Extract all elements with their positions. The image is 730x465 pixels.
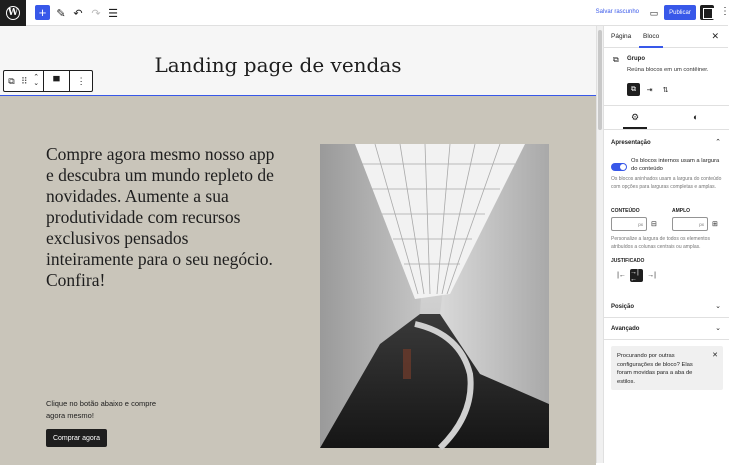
add-block-button[interactable]	[35, 5, 50, 20]
scrollbar-thumb[interactable]	[598, 30, 602, 130]
chevron-down-icon[interactable]: ⌄	[715, 303, 721, 310]
redo-icon: ↷	[91, 7, 101, 20]
row-variation-icon[interactable]: ⇥	[646, 86, 653, 94]
more-vertical-icon[interactable]: ⋮	[720, 6, 730, 17]
page-title[interactable]: Landing page de vendas	[154, 53, 402, 77]
list-view-icon: ☰	[108, 7, 118, 20]
tools-button[interactable]	[55, 5, 67, 21]
desktop-icon: ▭	[649, 7, 659, 18]
content-width-input[interactable]: px	[611, 217, 647, 231]
group-variation-icon[interactable]: ⧉	[627, 83, 640, 96]
advanced-panel[interactable]	[604, 318, 729, 340]
architecture-photo[interactable]	[320, 144, 549, 448]
wide-width-label: AMPLO	[672, 208, 691, 214]
hero-paragraph[interactable]: Compre agora mesmo nosso app e descubra um mundo repleto de novidades. Aumente a sua produtividade com recursos exclusivos pensados inteiramente para o seu negócio. Confira!	[46, 144, 275, 290]
canvas-scrollbar[interactable]	[596, 26, 603, 463]
plus-icon: +	[38, 5, 47, 20]
wide-width-input[interactable]: px	[672, 217, 708, 231]
list-view-button[interactable]	[107, 5, 119, 21]
settings-sidebar-button[interactable]	[700, 5, 714, 20]
redo-button[interactable]	[90, 5, 102, 21]
chevron-up-icon[interactable]: ⌃	[715, 139, 721, 146]
wordpress-logo[interactable]	[0, 0, 26, 26]
editor-canvas	[0, 26, 596, 463]
group-block[interactable]	[0, 95, 596, 465]
toggle-label: Os blocos internos usam a largura do conteúdo	[631, 158, 720, 172]
pencil-icon: ✎	[56, 7, 66, 20]
save-draft-button[interactable]: Salvar rascunho	[595, 9, 639, 15]
more-options-icon[interactable]: ⋮	[76, 75, 86, 86]
sidebar-tabs	[604, 26, 728, 48]
tab-page[interactable]: Página	[611, 33, 632, 40]
content-width-label: CONTEÚDO	[611, 208, 640, 214]
undo-icon: ↶	[73, 7, 83, 20]
wide-width-icon: ⊞	[712, 221, 718, 228]
inspector-tabs	[604, 106, 729, 130]
settings-sidebar	[603, 26, 728, 463]
preview-button[interactable]	[648, 5, 660, 21]
move-up-down-icon[interactable]: ⌃ ⌄	[33, 74, 40, 87]
buy-now-button[interactable]: Comprar agora	[46, 429, 107, 447]
block-name: Grupo	[627, 56, 645, 62]
undo-button[interactable]	[72, 5, 84, 21]
justify-center-icon[interactable]: →|←	[630, 269, 643, 282]
notice-text: Procurando por outras configurações de bloco? Elas foram movidas para a aba de estilos.	[617, 353, 693, 385]
position-panel[interactable]	[604, 296, 729, 318]
justification-controls	[615, 269, 658, 282]
close-icon[interactable]: ✕	[712, 352, 718, 359]
inner-width-toggle[interactable]	[611, 163, 627, 171]
block-description: Reúna blocos em um contêiner.	[627, 67, 709, 73]
justify-left-icon[interactable]: |←	[617, 272, 626, 279]
toggle-help: Os blocos aninhados usam a largura do conteúdo com opções para larguras completas e amplas.	[611, 176, 722, 190]
block-toolbar	[3, 70, 93, 92]
wordpress-icon: W	[7, 8, 19, 18]
block-variations	[627, 83, 672, 96]
settings-gear-icon[interactable]: ⚙	[631, 112, 640, 122]
content-width-icon: ⊟	[651, 221, 657, 228]
stack-variation-icon[interactable]: ⇅	[662, 86, 669, 94]
cta-paragraph[interactable]: Clique no botão abaixo e compre agora mesmo!	[46, 399, 157, 420]
tab-block[interactable]: Bloco	[643, 33, 660, 40]
position-title[interactable]: Posição	[611, 304, 635, 310]
editor-top-bar	[0, 0, 728, 26]
width-help: Personalize a largura de todos os elementos atribuídos a colunas centrais ou amplas.	[611, 236, 710, 250]
group-icon: ⧉	[613, 55, 619, 64]
presentation-title[interactable]: Apresentação	[611, 140, 651, 146]
justify-label: JUSTIFICADO	[611, 258, 645, 264]
corridor-image	[320, 144, 549, 448]
justify-right-icon[interactable]: →|	[647, 272, 656, 279]
advanced-title[interactable]: Avançado	[611, 326, 640, 332]
styles-moved-notice	[611, 346, 723, 390]
group-icon[interactable]: ⧉	[8, 75, 15, 86]
align-icon[interactable]: ▀	[53, 76, 60, 86]
drag-handle-icon[interactable]: ⠿	[20, 75, 28, 86]
publish-button[interactable]: Publicar	[664, 5, 696, 20]
close-icon[interactable]: ✕	[711, 31, 719, 41]
block-card	[604, 48, 729, 106]
chevron-down-icon[interactable]: ⌄	[715, 325, 721, 332]
styles-icon[interactable]: ◐	[693, 112, 699, 122]
